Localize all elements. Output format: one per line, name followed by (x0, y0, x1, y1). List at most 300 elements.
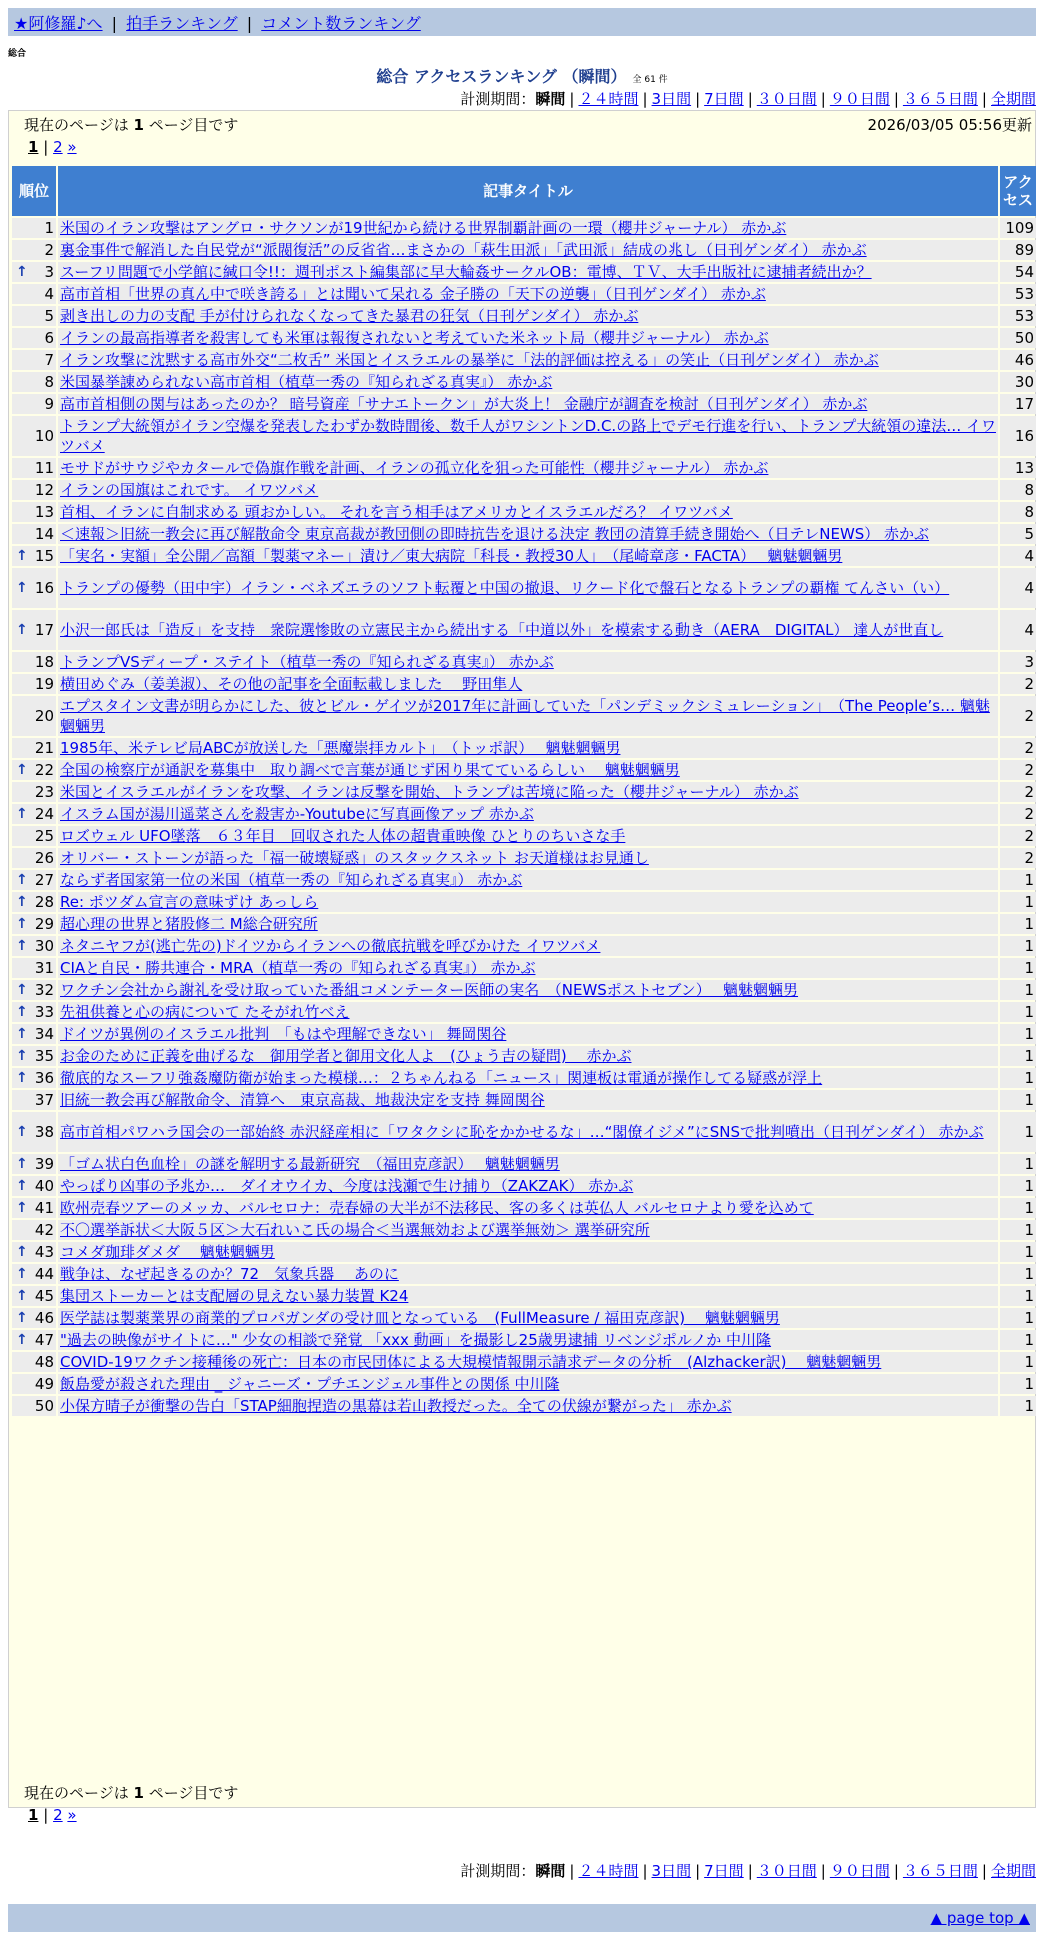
access-count: 2 (1000, 738, 1036, 758)
access-count: 1 (1000, 1112, 1036, 1152)
table-row (12, 1154, 1036, 1174)
rank-up-arrow-icon: ↑ (16, 1156, 28, 1172)
rank-number: 13 (34, 503, 54, 521)
article-title-link[interactable]: 欧州売春ツアーのメッカ、バルセロナ：売春婦の大半が不法移民、客の多くは英仏人 バルセロナより愛を込めて (60, 1199, 814, 1217)
rank-up-arrow-icon: ↑ (16, 1310, 28, 1326)
nav-separator: | (111, 14, 118, 33)
rank-cell (12, 1220, 56, 1240)
article-title-link[interactable]: ロズウェル UFO墜落 ６３年目 回収された人体の超貴重映像 ひとりのちいさな手 (60, 827, 626, 845)
article-title-link[interactable]: 小保方晴子が衝撃の告白「STAP細胞捏造の黒幕は若山教授だった。全ての伏線が繋がった」 赤かぶ (60, 1397, 732, 1415)
title-cell (58, 1220, 998, 1240)
title-cell (58, 782, 998, 802)
rank-cell (12, 870, 56, 890)
table-row (12, 1396, 1036, 1416)
access-count: 53 (1000, 284, 1036, 304)
rank-number: 21 (34, 739, 54, 757)
period-current: 瞬間 (535, 90, 566, 108)
rank-up-arrow-icon: ↑ (16, 894, 28, 910)
table-row (12, 480, 1036, 500)
rank-number: 25 (34, 827, 54, 845)
access-count: 17 (1000, 394, 1036, 414)
period-link[interactable]: 3日間 (651, 1862, 692, 1880)
access-count: 2 (1000, 696, 1036, 736)
pager-page-2-link[interactable]: 2 (53, 1806, 63, 1824)
title-cell (58, 1264, 998, 1284)
table-row (12, 306, 1036, 326)
article-title-link[interactable]: ならず者国家第一位の米国（植草一秀の『知られざる真実』） 赤かぶ (60, 871, 523, 889)
access-count: 1 (1000, 936, 1036, 956)
article-title-link[interactable]: 徹底的なスーフリ強姦魔防衛が始まった模様…：２ちゃんねる「ニュース」関連板は電通が操作してる疑惑が浮上 (60, 1069, 823, 1087)
table-row (12, 1024, 1036, 1044)
title-cell (58, 240, 998, 260)
access-count: 8 (1000, 480, 1036, 500)
rank-number: 4 (44, 285, 54, 303)
rank-up-arrow-icon: ↑ (16, 622, 28, 638)
article-title-link[interactable]: 戦争は、なぜ起きるのか？72 気象兵器 あのに (60, 1265, 399, 1283)
article-title-link[interactable]: ネタニヤフが(逃亡先の)ドイツからイランへの徹底抗戦を呼びかけた イワツバメ (60, 937, 601, 955)
rank-cell (12, 1198, 56, 1218)
title-cell (58, 870, 998, 890)
rank-cell (12, 610, 56, 650)
rank-cell (12, 674, 56, 694)
rank-number: 37 (34, 1091, 54, 1109)
article-title-link[interactable]: 小沢一郎氏は「造反」を支持 衆院選惨敗の立憲民主から続出する「中道以外」を模索する動き（AERA DIGITAL） 達人が世直し (60, 621, 944, 639)
period-selector-bottom (460, 1860, 1036, 1881)
rank-number: 11 (34, 459, 54, 477)
rank-number: 22 (34, 761, 54, 779)
access-count: 1 (1000, 1068, 1036, 1088)
table-row (12, 652, 1036, 672)
rank-number: 3 (44, 263, 54, 281)
table-row (12, 870, 1036, 890)
access-count: 4 (1000, 610, 1036, 650)
article-title-link[interactable]: やっぱり凶事の予兆か… ダイオウイカ、今度は浅瀬で生け捕り（ZAKZAK） 赤かぶ (60, 1177, 634, 1195)
article-title-link[interactable]: "過去の映像がサイトに…" 少女の相談で発覚 「xxx 動画」を撮影し25歳男逮捕 リベンジポルノか 中川隆 (60, 1331, 772, 1349)
title-cell (58, 328, 998, 348)
access-count: 13 (1000, 458, 1036, 478)
article-title-link[interactable]: イラン攻撃に沈黙する高市外交“二枚舌” 米国とイスラエルの暴挙に「法的評価は控える」の笑止（日刊ゲンダイ） 赤かぶ (60, 351, 879, 369)
article-title-link[interactable]: 「実名・実額」全公開／高額「製薬マネー」漬け／東大病院「科長・教授30人」 （尾崎章彦・FACTA） 魑魅魍魎男 (60, 547, 843, 565)
table-row (12, 1374, 1036, 1394)
rank-cell (12, 1264, 56, 1284)
table-row (12, 610, 1036, 650)
rank-cell (12, 1396, 56, 1416)
rank-cell (12, 696, 56, 736)
article-title-link[interactable]: Re: ポツダム宣言の意味ずけ あっしら (60, 893, 319, 911)
title-cell (58, 1112, 998, 1152)
title-cell (58, 804, 998, 824)
title-cell (58, 652, 998, 672)
period-link[interactable]: 全期間 (990, 90, 1036, 108)
table-row (12, 372, 1036, 392)
rank-cell (12, 1154, 56, 1174)
rank-cell (12, 826, 56, 846)
table-row (12, 892, 1036, 912)
rank-number: 14 (34, 525, 54, 543)
title-cell (58, 1046, 998, 1066)
rank-number: 43 (34, 1243, 54, 1261)
rank-cell (12, 394, 56, 414)
pager-page-2-link[interactable]: 2 (53, 138, 63, 156)
page-info-top (24, 114, 238, 135)
title-column-header: 記事タイトル (58, 166, 998, 216)
title-cell (58, 306, 998, 326)
nav-separator: | (246, 14, 253, 33)
rank-up-arrow-icon: ↑ (16, 1048, 28, 1064)
article-title-link[interactable]: 飯島愛が殺された理由 _ ジャニーズ・プチエンジェル事件との関係 中川隆 (60, 1375, 560, 1393)
access-count: 46 (1000, 350, 1036, 370)
rank-cell (12, 914, 56, 934)
period-link[interactable]: ２４時間 (578, 90, 639, 108)
access-count: 1 (1000, 1002, 1036, 1022)
period-separator: | (893, 1862, 899, 1880)
rank-cell (12, 1068, 56, 1088)
table-row (12, 1264, 1036, 1284)
rank-cell (12, 1112, 56, 1152)
rank-number: 23 (34, 783, 54, 801)
article-title-link[interactable]: ドイツが異例のイスラエル批判 「もはや理解できない」 舞岡関谷 (60, 1025, 507, 1043)
rank-up-arrow-icon: ↑ (16, 1266, 28, 1282)
title-cell (58, 1286, 998, 1306)
article-title-link[interactable]: オリバー・ストーンが語った「福一破壊疑惑」のスタックスネット お天道様はお見通し (60, 849, 649, 867)
rank-cell (12, 936, 56, 956)
access-count: 2 (1000, 848, 1036, 868)
article-title-link[interactable]: イスラム国が湯川遥菜さんを殺害か-Youtubeに写真画像アップ 赤かぶ (60, 805, 534, 823)
article-title-link[interactable]: 先祖供養と心の病について たそがれ竹べえ (60, 1003, 350, 1021)
rank-number: 34 (34, 1025, 54, 1043)
table-row (12, 394, 1036, 414)
title-cell (58, 546, 998, 566)
rank-cell (12, 416, 56, 456)
article-title-link[interactable]: イランの最高指導者を殺害しても米軍は報復されないと考えていた米ネット局（櫻井ジャーナル） 赤かぶ (60, 329, 769, 347)
pager-next-link[interactable]: » (67, 1806, 77, 1824)
access-count: 1 (1000, 1046, 1036, 1066)
article-title-link[interactable]: ＜速報＞旧統一教会に再び解散命令 東京高裁が教団側の即時抗告を退ける決定 教団の清算手続き開始へ（日テレNEWS） 赤かぶ (60, 525, 930, 543)
period-separator: | (981, 1862, 987, 1880)
pager-separator: | (43, 138, 49, 156)
title-cell (58, 848, 998, 868)
applause-ranking-link[interactable]: 拍手ランキング (126, 14, 238, 33)
article-title-link[interactable]: COVID-19ワクチン接種後の死亡：日本の市民団体による大規模情報開示請求データの分析 (Alzhacker訳) 魑魅魍魎男 (60, 1353, 882, 1371)
rank-number: 26 (34, 849, 54, 867)
title-cell (58, 394, 998, 414)
page-top-link[interactable]: ▲ page top ▲ (930, 1909, 1030, 1927)
period-label: 計測期間： (460, 1862, 536, 1880)
table-row (12, 696, 1036, 736)
access-count: 1 (1000, 914, 1036, 934)
rank-cell (12, 1242, 56, 1262)
title-cell (58, 218, 998, 238)
period-link[interactable]: 7日間 (704, 1862, 744, 1880)
period-separator: | (893, 90, 899, 108)
title-cell (58, 760, 998, 780)
rank-cell (12, 1352, 56, 1372)
article-title-link[interactable]: イランの国旗はこれです。 イワツバメ (60, 481, 319, 499)
page-info-bottom (24, 1782, 238, 1803)
period-separator: | (981, 90, 987, 108)
table-row (12, 804, 1036, 824)
article-title-link[interactable]: お金のために正義を曲げるな 御用学者と御用文化人よ (ひょう吉の疑問) 赤かぶ (60, 1047, 632, 1065)
article-title-link[interactable]: 米国とイスラエルがイランを攻撃、イランは反撃を開始、トランプは苦境に陥った（櫻井ジャーナル） 赤かぶ (60, 783, 799, 801)
period-link[interactable]: ３０日間 (756, 1862, 817, 1880)
table-row (12, 1352, 1036, 1372)
rank-number: 49 (34, 1375, 54, 1393)
ranking-table (10, 164, 1038, 1418)
page-info-suffix: ページ目です (148, 1784, 239, 1802)
period-selector-top (460, 88, 1036, 109)
period-label: 計測期間： (460, 90, 536, 108)
title-cell (58, 674, 998, 694)
updated-timestamp: 2026/03/05 05:56更新 (867, 116, 1032, 134)
table-row (12, 1002, 1036, 1022)
category-label: 総合 (8, 49, 27, 59)
rank-up-arrow-icon: ↑ (16, 1200, 28, 1216)
table-row (12, 1220, 1036, 1240)
table-row (12, 1068, 1036, 1088)
access-count: 16 (1000, 416, 1036, 456)
access-count: 1 (1000, 1352, 1036, 1372)
rank-cell (12, 284, 56, 304)
rank-number: 17 (34, 621, 54, 639)
article-title-link[interactable]: エプスタイン文書が明らかにした、彼とビル・ゲイツが2017年に計画していた「パンデミックシミュレーション」 （The People’s… 魑魅魍魎男 (60, 697, 990, 735)
pager-top (28, 138, 77, 156)
rank-up-arrow-icon: ↑ (16, 548, 28, 564)
rank-cell (12, 262, 56, 282)
rank-number: 31 (34, 959, 54, 977)
title-cell (58, 1024, 998, 1044)
title-cell (58, 1242, 998, 1262)
title-cell (58, 958, 998, 978)
rank-number: 36 (34, 1069, 54, 1087)
period-link[interactable]: ３０日間 (756, 90, 817, 108)
article-title-link[interactable]: 集団ストーカーとは支配層の見えない暴力装置 K24 (60, 1287, 409, 1305)
title-cell (58, 524, 998, 544)
table-row (12, 546, 1036, 566)
rank-cell (12, 568, 56, 608)
access-count: 1 (1000, 1220, 1036, 1240)
period-link[interactable]: ３６５日間 (902, 90, 978, 108)
rank-number: 1 (44, 219, 54, 237)
period-link[interactable]: 7日間 (704, 90, 744, 108)
rank-number: 45 (34, 1287, 54, 1305)
article-title-link[interactable]: トランプの優勢（田中宇）イラン・ベネズエラのソフト転覆と中国の撤退、リクード化で盤石となるトランプの覇権 てんさい（い） (60, 579, 950, 597)
table-row (12, 350, 1036, 370)
rank-number: 42 (34, 1221, 54, 1239)
access-count: 54 (1000, 262, 1036, 282)
title-cell (58, 480, 998, 500)
article-title-link[interactable]: トランプVSディープ・ステイト（植草一秀の『知られざる真実』） 赤かぶ (60, 653, 554, 671)
access-count: 2 (1000, 782, 1036, 802)
page-info-number: 1 (133, 116, 144, 134)
title-cell (58, 914, 998, 934)
article-title-link[interactable]: 裏金事件で解消した自民党が“派閥復活”の反省省…まさかの「萩生田派」「武田派」結成の兆し（日刊ゲンダイ） 赤かぶ (60, 241, 867, 259)
period-separator: | (695, 1862, 701, 1880)
title-cell (58, 1396, 998, 1416)
article-title-link[interactable]: 米国暴挙諌められない高市首相（植草一秀の『知られざる真実』） 赤かぶ (60, 373, 553, 391)
article-title-link[interactable]: 高市首相パワハラ国会の一部始終 赤沢経産相に「ワタクシに恥をかかせるな」…“閣僚イジメ”にSNSで批判噴出（日刊ゲンダイ） 赤かぶ (60, 1123, 984, 1141)
article-title-link[interactable]: ワクチン会社から謝礼を受け取っていた番組コメンテーター医師の実名 （NEWSポストセブン） 魑魅魍魎男 (60, 981, 799, 999)
title-cell (58, 1352, 998, 1372)
period-link[interactable]: 全期間 (990, 1862, 1036, 1880)
rank-number: 27 (34, 871, 54, 889)
article-title-link[interactable]: 1985年、米テレビ局ABCが放送した「悪魔崇拝カルト」 （トッポ訳） 魑魅魍魎男 (60, 739, 621, 757)
article-title-link[interactable]: 全国の検察庁が通訳を募集中 取り調べで言葉が通じず困り果てているらしい 魑魅魍魎男 (60, 761, 680, 779)
comment-ranking-link[interactable]: コメント数ランキング (261, 14, 421, 33)
period-separator: | (695, 90, 701, 108)
table-row (12, 1198, 1036, 1218)
title-cell (58, 1374, 998, 1394)
table-row (12, 848, 1036, 868)
access-count: 1 (1000, 1286, 1036, 1306)
footer-bar (8, 1904, 1036, 1932)
pager-separator: | (43, 1806, 49, 1824)
access-count: 89 (1000, 240, 1036, 260)
article-title-link[interactable]: 横田めぐみ（姜美淑）、その他の記事を全面転載しました 野田隼人 (60, 675, 523, 693)
rank-up-arrow-icon: ↑ (16, 938, 28, 954)
article-title-link[interactable]: 高市首相「世界の真ん中で咲き誇る」とは聞いて呆れる 金子勝の「天下の逆襲」（日刊ゲンダイ） 赤かぶ (60, 285, 766, 303)
rank-number: 15 (34, 547, 54, 565)
table-row (12, 782, 1036, 802)
article-title-link[interactable]: モサドがサウジやカタールで偽旗作戦を計画、イランの孤立化を狙った可能性（櫻井ジャーナル） 赤かぶ (60, 459, 769, 477)
table-row (12, 1176, 1036, 1196)
title-cell (58, 416, 998, 456)
rank-cell (12, 546, 56, 566)
article-title-link[interactable]: コメダ珈琲ダメダ 魑魅魍魎男 (60, 1243, 275, 1261)
top-nav-bar (8, 8, 1036, 36)
table-row (12, 1046, 1036, 1066)
title-cell (58, 350, 998, 370)
table-row (12, 1112, 1036, 1152)
rank-cell (12, 502, 56, 522)
title-cell (58, 696, 998, 736)
article-title-link[interactable]: 高市首相側の関与はあったのか？ 暗号資産「サナエトークン」が大炎上！ 金融庁が調査を検討（日刊ゲンダイ） 赤かぶ (60, 395, 868, 413)
rank-cell (12, 782, 56, 802)
access-count: 53 (1000, 306, 1036, 326)
pager-current-page: 1 (28, 1806, 39, 1824)
rank-number: 30 (34, 937, 54, 955)
page-title (0, 64, 1044, 87)
period-separator: | (642, 90, 648, 108)
article-title-link[interactable]: 米国のイラン攻撃はアングロ・サクソンが19世紀から続ける世界制覇計画の一環（櫻井ジャーナル） 赤かぶ (60, 219, 787, 237)
table-row (12, 1242, 1036, 1262)
table-row (12, 674, 1036, 694)
rank-up-arrow-icon: ↑ (16, 1332, 28, 1348)
access-count: 1 (1000, 1024, 1036, 1044)
rank-number: 8 (44, 373, 54, 391)
page-info-suffix: ページ目です (148, 116, 239, 134)
rank-up-arrow-icon: ↑ (16, 580, 28, 596)
access-count: 1 (1000, 892, 1036, 912)
table-row (12, 738, 1036, 758)
page-info-number: 1 (133, 1784, 144, 1802)
rank-number: 50 (34, 1397, 54, 1415)
period-link[interactable]: ９０日間 (829, 1862, 890, 1880)
period-separator: | (569, 1862, 575, 1880)
table-row (12, 568, 1036, 608)
table-row (12, 458, 1036, 478)
rank-cell (12, 1046, 56, 1066)
article-title-link[interactable]: 剥き出しの力の支配 手が付けられなくなってきた暴君の狂気（日刊ゲンダイ） 赤かぶ (60, 307, 639, 325)
rank-cell (12, 306, 56, 326)
page-title-text: 総合 アクセスランキング （瞬間） (376, 67, 627, 86)
article-title-link[interactable]: トランプ大統領がイラン空爆を発表したわずか数時間後、数千人がワシントンD.C.の路上でデモ行進を行い、トランプ大統領の違法… イワツバメ (60, 417, 996, 455)
title-cell (58, 458, 998, 478)
title-cell (58, 1308, 998, 1328)
rank-cell (12, 738, 56, 758)
title-cell (58, 826, 998, 846)
pager-current-page: 1 (28, 138, 39, 156)
period-link[interactable]: ９０日間 (829, 90, 890, 108)
article-title-link[interactable]: スーフリ問題で小学館に緘口令!!：週刊ポスト編集部に早大輪姦サークルOB：電博、ＴＶ、大手出版社に逮捕者続出か？ (60, 263, 872, 281)
rank-number: 44 (34, 1265, 54, 1283)
rank-number: 20 (34, 707, 54, 725)
access-count: 1 (1000, 1176, 1036, 1196)
rank-number: 47 (34, 1331, 54, 1349)
rank-cell (12, 1286, 56, 1306)
home-link[interactable]: ★阿修羅♪へ (14, 14, 103, 33)
article-title-link[interactable]: 不〇選挙訴状＜大阪５区＞大石れいこ氏の場合＜当選無効および選挙無効＞ 選挙研究所 (60, 1221, 650, 1239)
period-link[interactable]: ３６５日間 (902, 1862, 978, 1880)
ranking-rows (12, 218, 1036, 1416)
article-title-link[interactable]: 旧統一教会再び解散命令、清算へ 東京高裁、地裁決定を支持 舞岡関谷 (60, 1091, 545, 1109)
article-title-link[interactable]: 超心理の世界と猪股修二 M総合研究所 (60, 915, 318, 933)
table-row (12, 262, 1036, 282)
table-header-row (12, 166, 1036, 216)
table-row (12, 914, 1036, 934)
title-cell (58, 1154, 998, 1174)
rank-number: 6 (44, 329, 54, 347)
period-separator: | (747, 90, 753, 108)
article-title-link[interactable]: 首相、イランに自制求める 頭おかしい。 それを言う相手はアメリカとイスラエルだろ？ イワツバメ (60, 503, 733, 521)
access-count: 2 (1000, 826, 1036, 846)
article-title-link[interactable]: 「ゴム状白色血栓」の謎を解明する最新研究 （福田克彦訳） 魑魅魍魎男 (60, 1155, 560, 1173)
rank-cell (12, 1024, 56, 1044)
table-row (12, 1090, 1036, 1110)
total-count: 全 61 件 (632, 75, 668, 85)
rank-up-arrow-icon: ↑ (16, 1004, 28, 1020)
article-title-link[interactable]: CIAと自民・勝共連合・MRA（植草一秀の『知られざる真実』） 赤かぶ (60, 959, 536, 977)
rank-cell (12, 328, 56, 348)
rank-up-arrow-icon: ↑ (16, 1288, 28, 1304)
rank-number: 29 (34, 915, 54, 933)
rank-cell (12, 848, 56, 868)
rank-up-arrow-icon: ↑ (16, 982, 28, 998)
table-row (12, 218, 1036, 238)
pager-next-link[interactable]: » (67, 138, 77, 156)
page-info-prefix: 現在のページは (24, 116, 129, 134)
rank-number: 5 (44, 307, 54, 325)
period-link[interactable]: 3日間 (651, 90, 692, 108)
access-count: 1 (1000, 1330, 1036, 1350)
rank-cell (12, 240, 56, 260)
period-link[interactable]: ２４時間 (578, 1862, 639, 1880)
access-count: 1 (1000, 958, 1036, 978)
article-title-link[interactable]: 医学誌は製薬業界の商業的プロパガンダの受け皿となっている (FullMeasure / 福田克彦訳) 魑魅魍魎男 (60, 1309, 780, 1327)
table-row (12, 328, 1036, 348)
rank-cell (12, 980, 56, 1000)
title-cell (58, 568, 998, 608)
rank-cell (12, 1374, 56, 1394)
access-count: 1 (1000, 980, 1036, 1000)
access-count: 5 (1000, 524, 1036, 544)
page-info-prefix: 現在のページは (24, 1784, 129, 1802)
rank-number: 33 (34, 1003, 54, 1021)
rank-column-header: 順位 (12, 166, 56, 216)
access-count: 1 (1000, 1090, 1036, 1110)
rank-cell (12, 1002, 56, 1022)
title-cell (58, 1002, 998, 1022)
title-cell (58, 262, 998, 282)
